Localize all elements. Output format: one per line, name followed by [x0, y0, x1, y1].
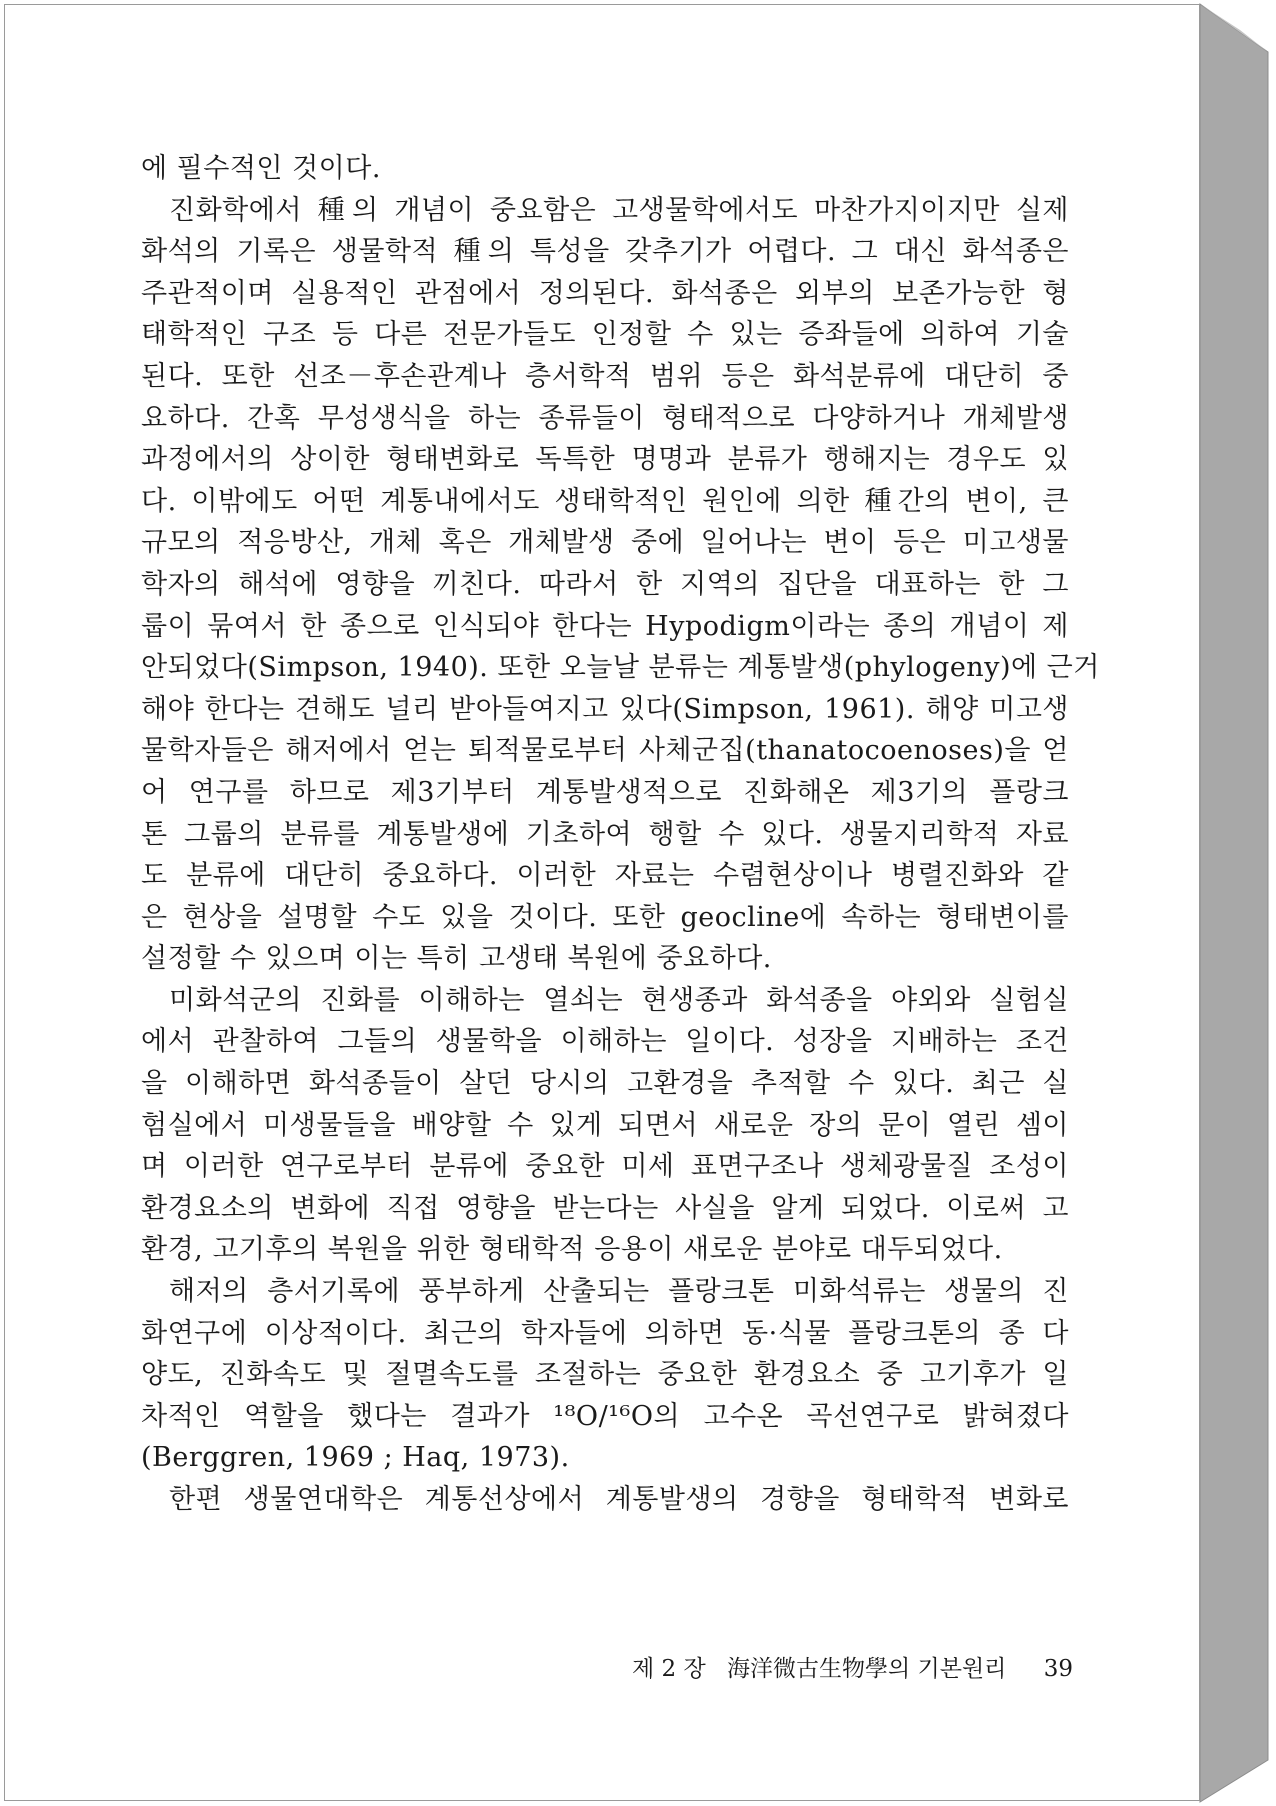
- text-line: 학자의 해석에 영향을 끼친다. 따라서 한 지역의 집단을 대표하는 한 그: [141, 568, 1069, 600]
- running-footer: [603, 1650, 1073, 1683]
- text-line: 한편 생물연대학은 계통선상에서 계통발생의 경향을 형태학적 변화로: [169, 1484, 1069, 1515]
- text-line: 해야 한다는 견해도 널리 받아들여지고 있다(Simpson, 1961). 해양 미고생: [141, 693, 1069, 725]
- text-line: 주관적이며 실용적인 관점에서 정의된다. 화석종은 외부의 보존가능한 형: [141, 277, 1069, 309]
- text-line: 도 분류에 대단히 중요하다. 이러한 자료는 수렴현상이나 병렬진화와 같: [141, 860, 1069, 892]
- text-line: (Berggren, 1969 ; Haq, 1973).: [141, 1442, 570, 1474]
- text-line: 양도, 진화속도 및 절멸속도를 조절하는 중요한 환경요소 중 고기후가 일: [141, 1359, 1069, 1391]
- body-text: [141, 148, 1100, 1521]
- text-line: 을 이해하면 화석종들이 살던 당시의 고환경을 추적할 수 있다. 최근 실: [141, 1068, 1069, 1100]
- text-line: 태학적인 구조 등 다른 전문가들도 인정할 수 있는 증좌들에 의하여 기술: [141, 319, 1069, 351]
- text-line: 화연구에 이상적이다. 최근의 학자들에 의하면 동·식물 플랑크톤의 종 다: [141, 1317, 1069, 1349]
- text-line: 에 필수적인 것이다.: [141, 153, 381, 184]
- text-line: 화석의 기록은 생물학적 種의 특성을 갖추기가 어렵다. 그 대신 화석종은: [141, 236, 1069, 268]
- text-line: 며 이러한 연구로부터 분류에 중요한 미세 표면구조나 생체광물질 조성이: [141, 1151, 1069, 1183]
- text-line: 다. 이밖에도 어떤 계통내에서도 생태학적인 원인에 의한 種간의 변이, 큰: [141, 485, 1069, 517]
- text-line: 과정에서의 상이한 형태변화로 독특한 명명과 분류가 행해지는 경우도 있: [141, 444, 1069, 476]
- text-line: 험실에서 미생물들을 배양할 수 있게 되면서 새로운 장의 문이 열린 셈이: [141, 1109, 1069, 1141]
- text-line: 물학자들은 해저에서 얻는 퇴적물로부터 사체군집(thanatocoenoses)을 얻: [141, 735, 1069, 767]
- text-line: 요하다. 간혹 무성생식을 하는 종류들이 형태적으로 다양하거나 개체발생: [141, 402, 1069, 434]
- text-line: 차적인 역할을 했다는 결과가 ¹⁸O/¹⁶O의 고수온 곡선연구로 밝혀졌다: [141, 1400, 1069, 1432]
- text-line: 은 현상을 설명할 수도 있을 것이다. 또한 geocline에 속하는 형태변이를: [141, 901, 1069, 933]
- text-line: 룹이 묶여서 한 종으로 인식되야 한다는 Hypodigm이라는 종의 개념이 제: [141, 610, 1069, 642]
- text-line: 진화학에서 種의 개념이 중요함은 고생물학에서도 마찬가지이지만 실제: [169, 194, 1069, 226]
- page-number: 39: [1043, 1656, 1073, 1682]
- text-line: 해저의 층서기록에 풍부하게 산출되는 플랑크톤 미화석류는 생물의 진: [169, 1276, 1069, 1308]
- text-line: 에서 관찰하여 그들의 생물학을 이해하는 일이다. 성장을 지배하는 조건: [141, 1026, 1069, 1058]
- chapter-title: 海洋微古生物學의 기본원리: [727, 1656, 1007, 1682]
- text-line: 설정할 수 있으며 이는 특히 고생태 복원에 중요하다.: [141, 943, 772, 975]
- text-line: 어 연구를 하므로 제3기부터 계통발생적으로 진화해온 제3기의 플랑크: [141, 776, 1069, 808]
- chapter-label: 제 2 장: [631, 1656, 706, 1682]
- text-line: 미화석군의 진화를 이해하는 열쇠는 현생종과 화석종을 야외와 실험실: [169, 984, 1069, 1016]
- text-line: 톤 그룹의 분류를 계통발생에 기초하여 행할 수 있다. 생물지리학적 자료: [141, 818, 1069, 850]
- text-line: 안되었다(Simpson, 1940). 또한 오늘날 분류는 계통발생(phylogeny)에 근거: [141, 652, 1100, 684]
- text-line: 규모의 적응방산, 개체 혹은 개체발생 중에 일어나는 변이 등은 미고생물: [141, 527, 1069, 559]
- text-line: 된다. 또한 선조－후손관계나 층서학적 범위 등은 화석분류에 대단히 중: [141, 360, 1069, 392]
- text-line: 환경, 고기후의 복원을 위한 형태학적 응용이 새로운 분야로 대두되었다.: [141, 1234, 1003, 1266]
- text-line: 환경요소의 변화에 직접 영향을 받는다는 사실을 알게 되었다. 이로써 고: [141, 1192, 1069, 1224]
